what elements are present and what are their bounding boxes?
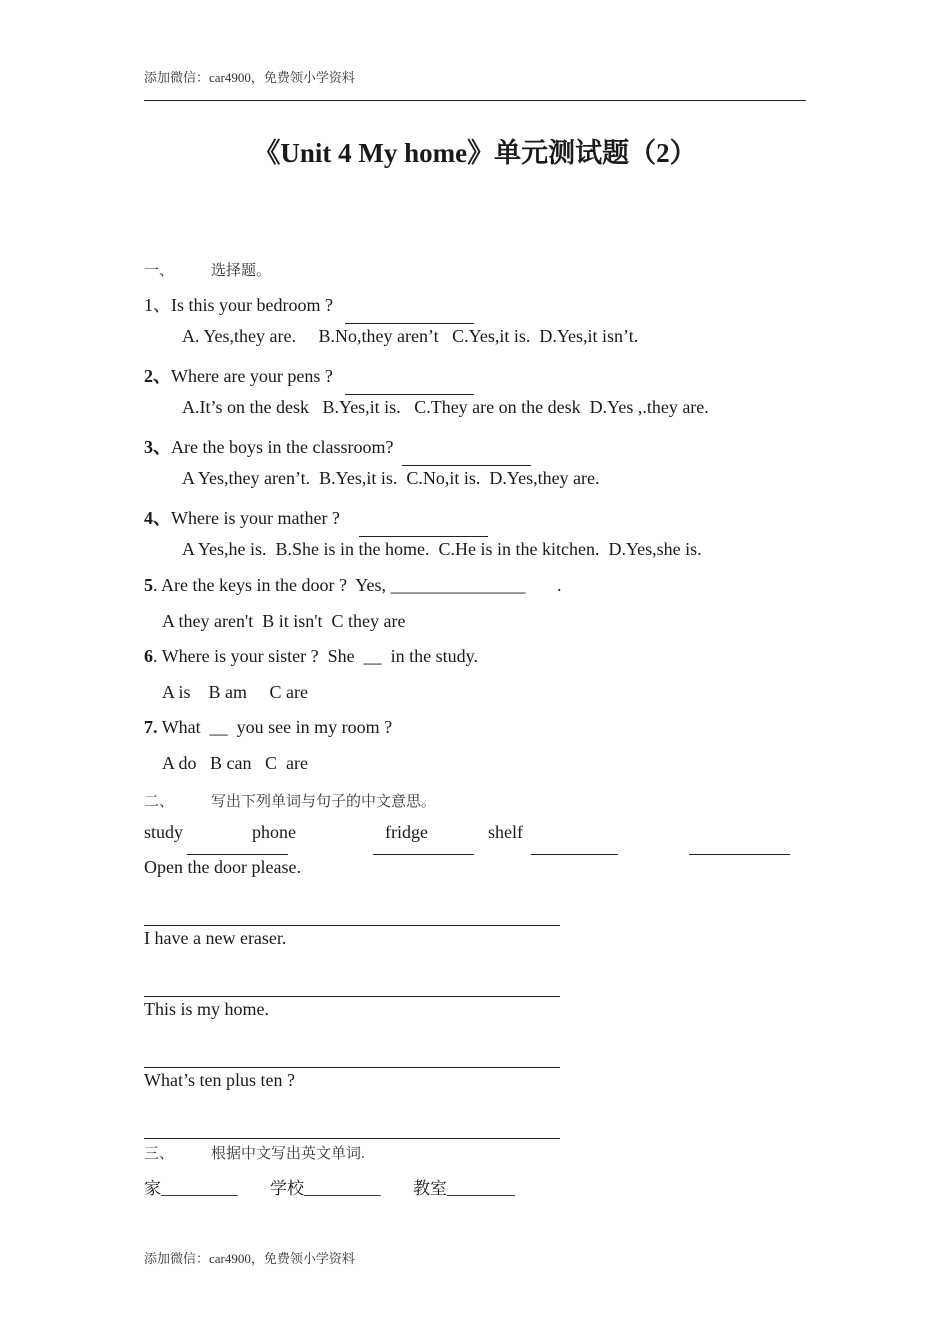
word-study: study xyxy=(144,822,184,842)
question-number: 4 xyxy=(144,508,153,528)
question-text: Where is your mather ? xyxy=(171,508,340,528)
answer-line xyxy=(144,1067,560,1068)
question-2-options: A.It’s on the desk B.Yes,it is. C.They are on the desk D.Yes ,.they are. xyxy=(182,397,709,417)
answer-line xyxy=(402,465,531,466)
question-sep: 、 xyxy=(153,295,171,315)
sentence-1: Open the door please. xyxy=(144,857,301,877)
page-footer: 添加微信：car4900，免费领小学资料 xyxy=(144,1251,355,1266)
word-phone: phone xyxy=(252,822,296,842)
word-fridge: fridge xyxy=(385,822,428,842)
vocab-item-classroom: 教室________ xyxy=(413,1179,515,1198)
question-7 xyxy=(144,717,392,738)
sentence-4: What’s ten plus ten ? xyxy=(144,1070,295,1090)
question-text: Are the keys in the door ? Yes, _______________ . xyxy=(161,575,562,595)
answer-line xyxy=(144,996,560,997)
section3-title: 根据中文写出英文单词. xyxy=(211,1146,365,1162)
vocab-item-home: 家_________ xyxy=(144,1179,238,1198)
question-6 xyxy=(144,646,478,667)
question-5-options: A they aren't B it isn't C they are xyxy=(162,611,406,631)
answer-line xyxy=(345,323,474,324)
answer-line xyxy=(345,394,474,395)
question-1 xyxy=(144,291,333,317)
question-6-options: A is B am C are xyxy=(162,682,308,702)
question-number: 1 xyxy=(144,295,153,315)
question-number: 3 xyxy=(144,437,153,457)
question-text: Are the boys in the classroom? xyxy=(171,437,394,457)
page-header: 添加微信：car4900，免费领小学资料 xyxy=(144,70,355,85)
question-1-options: A. Yes,they are. B.No,they aren’t C.Yes,it is. D.Yes,it isn’t. xyxy=(182,326,639,346)
answer-line xyxy=(187,854,288,855)
answer-line xyxy=(373,854,474,855)
section3-number: 三、 xyxy=(144,1146,175,1162)
section1-title: 选择题。 xyxy=(211,263,272,279)
vocab-item-school: 学校_________ xyxy=(270,1179,381,1198)
question-2 xyxy=(144,362,333,388)
question-3 xyxy=(144,433,393,459)
question-text: Where are your pens ? xyxy=(171,366,333,386)
question-sep: . xyxy=(153,646,158,666)
answer-line xyxy=(689,854,790,855)
header-rule xyxy=(144,100,806,101)
word-shelf: shelf xyxy=(488,822,523,842)
question-sep: 、 xyxy=(153,366,171,386)
question-sep: 、 xyxy=(153,437,171,457)
question-4 xyxy=(144,504,340,530)
question-4-options: A Yes,he is. B.She is in the home. C.He is in the kitchen. D.Yes,she is. xyxy=(182,539,702,559)
section2-title: 写出下列单词与句子的中文意思。 xyxy=(211,794,437,810)
question-text: What __ you see in my room ? xyxy=(161,717,393,737)
question-7-options: A do B can C are xyxy=(162,753,308,773)
sentence-2: I have a new eraser. xyxy=(144,928,287,948)
question-3-options: A Yes,they aren’t. B.Yes,it is. C.No,it is. D.Yes,they are. xyxy=(182,468,600,488)
section2-number: 二、 xyxy=(144,794,175,810)
sentence-3: This is my home. xyxy=(144,999,269,1019)
page-title: 《Unit 4 My home》单元测试题（2） xyxy=(253,138,697,168)
question-5 xyxy=(144,575,561,596)
section1-number: 一、 xyxy=(144,263,175,279)
question-text: Where is your sister ? She __ in the study. xyxy=(161,646,478,666)
question-number: 2 xyxy=(144,366,153,386)
answer-line xyxy=(531,854,618,855)
question-sep: 、 xyxy=(153,508,171,528)
answer-line xyxy=(144,925,560,926)
question-text: Is this your bedroom ? xyxy=(171,295,333,315)
answer-line xyxy=(359,536,488,537)
answer-line xyxy=(144,1138,560,1139)
question-sep: . xyxy=(153,575,158,595)
question-number: 6 xyxy=(144,646,153,666)
question-number: 5 xyxy=(144,575,153,595)
question-number: 7. xyxy=(144,717,158,737)
